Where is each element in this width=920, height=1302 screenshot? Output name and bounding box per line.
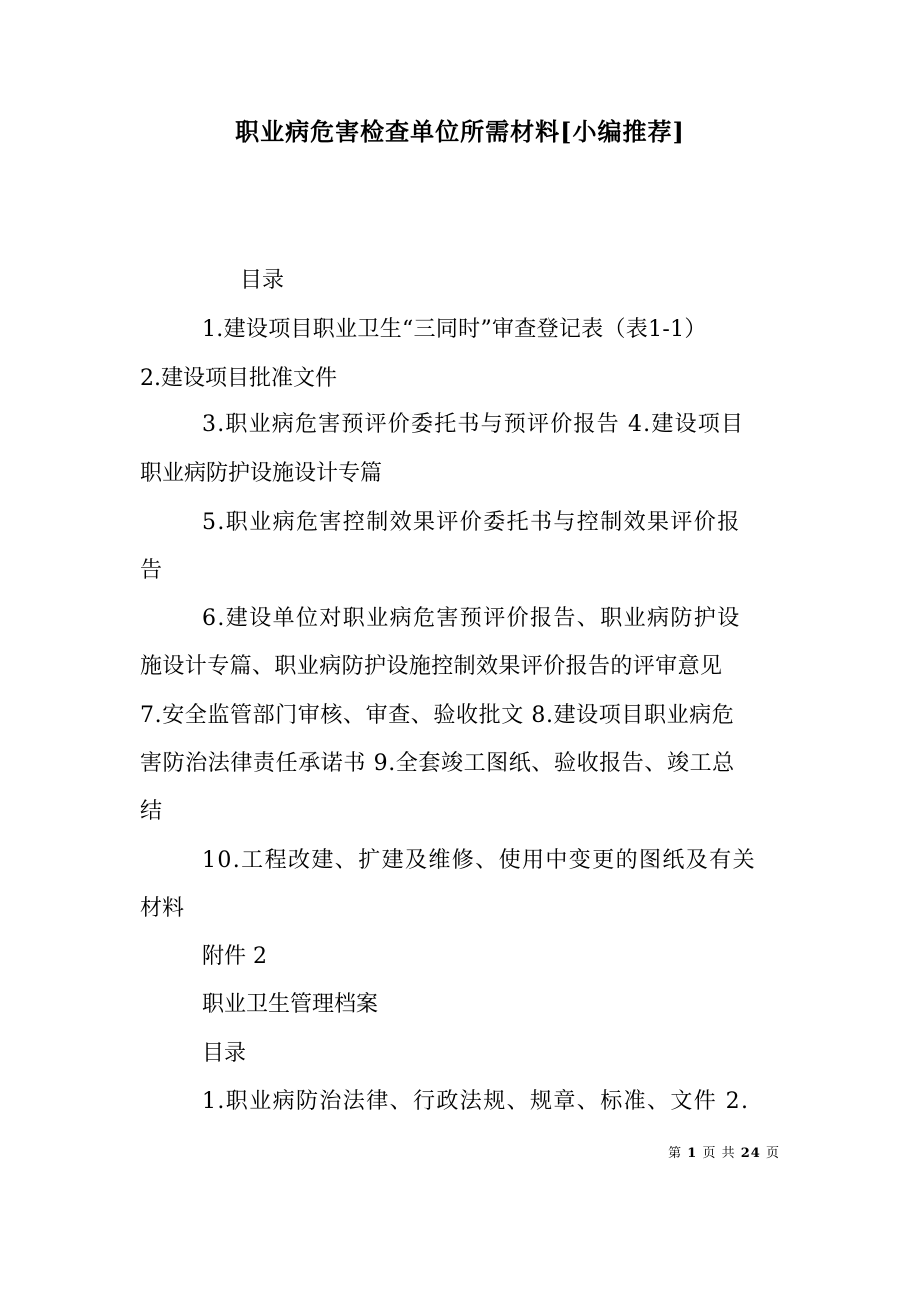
footer-middle: 页 共 [702,1146,736,1161]
appendix-label: 附件 2 [202,944,267,969]
toc-line: 施设计专篇、职业病防护设施控制效果评价报告的评审意见 [140,654,723,679]
document-title: 职业病危害检查单位所需材料[小编推荐] [235,117,685,146]
toc-line: 3.职业病危害预评价委托书与预评价报告 4.建设项目 [202,412,745,437]
toc-line: 1.职业病防治法律、行政法规、规章、标准、文件 2. [202,1089,750,1114]
toc-line: 2.建设项目批准文件 [140,366,337,391]
footer-total-pages: 24 [740,1146,761,1161]
section-heading: 职业卫生管理档案 [202,992,379,1017]
toc-line: 10.工程改建、扩建及维修、使用中变更的图纸及有关 [202,848,756,873]
toc-line: 材料 [140,896,185,921]
footer-suffix: 页 [765,1146,780,1161]
footer-prefix: 第 [668,1146,683,1161]
toc-line: 害防治法律责任承诺书 9.全套竣工图纸、验收报告、竣工总 [140,751,735,776]
toc-line: 告 [140,558,163,583]
page-footer [668,1142,780,1161]
toc-line: 7.安全监管部门审核、审查、验收批文 8.建设项目职业病危 [140,703,735,728]
toc-line: 结 [140,799,163,824]
toc-heading: 目录 [202,1041,247,1066]
toc-line: 职业病防护设施设计专篇 [140,461,383,486]
toc-line: 6.建设单位对职业病危害预评价报告、职业病防护设 [202,606,741,631]
footer-page-number: 1 [687,1146,698,1161]
toc-line: 5.职业病危害控制效果评价委托书与控制效果评价报 [202,510,741,535]
toc-line: 1.建设项目职业卫生“三同时”审查登记表（表1-1） [202,317,707,342]
toc-heading: 目录 [240,268,285,293]
